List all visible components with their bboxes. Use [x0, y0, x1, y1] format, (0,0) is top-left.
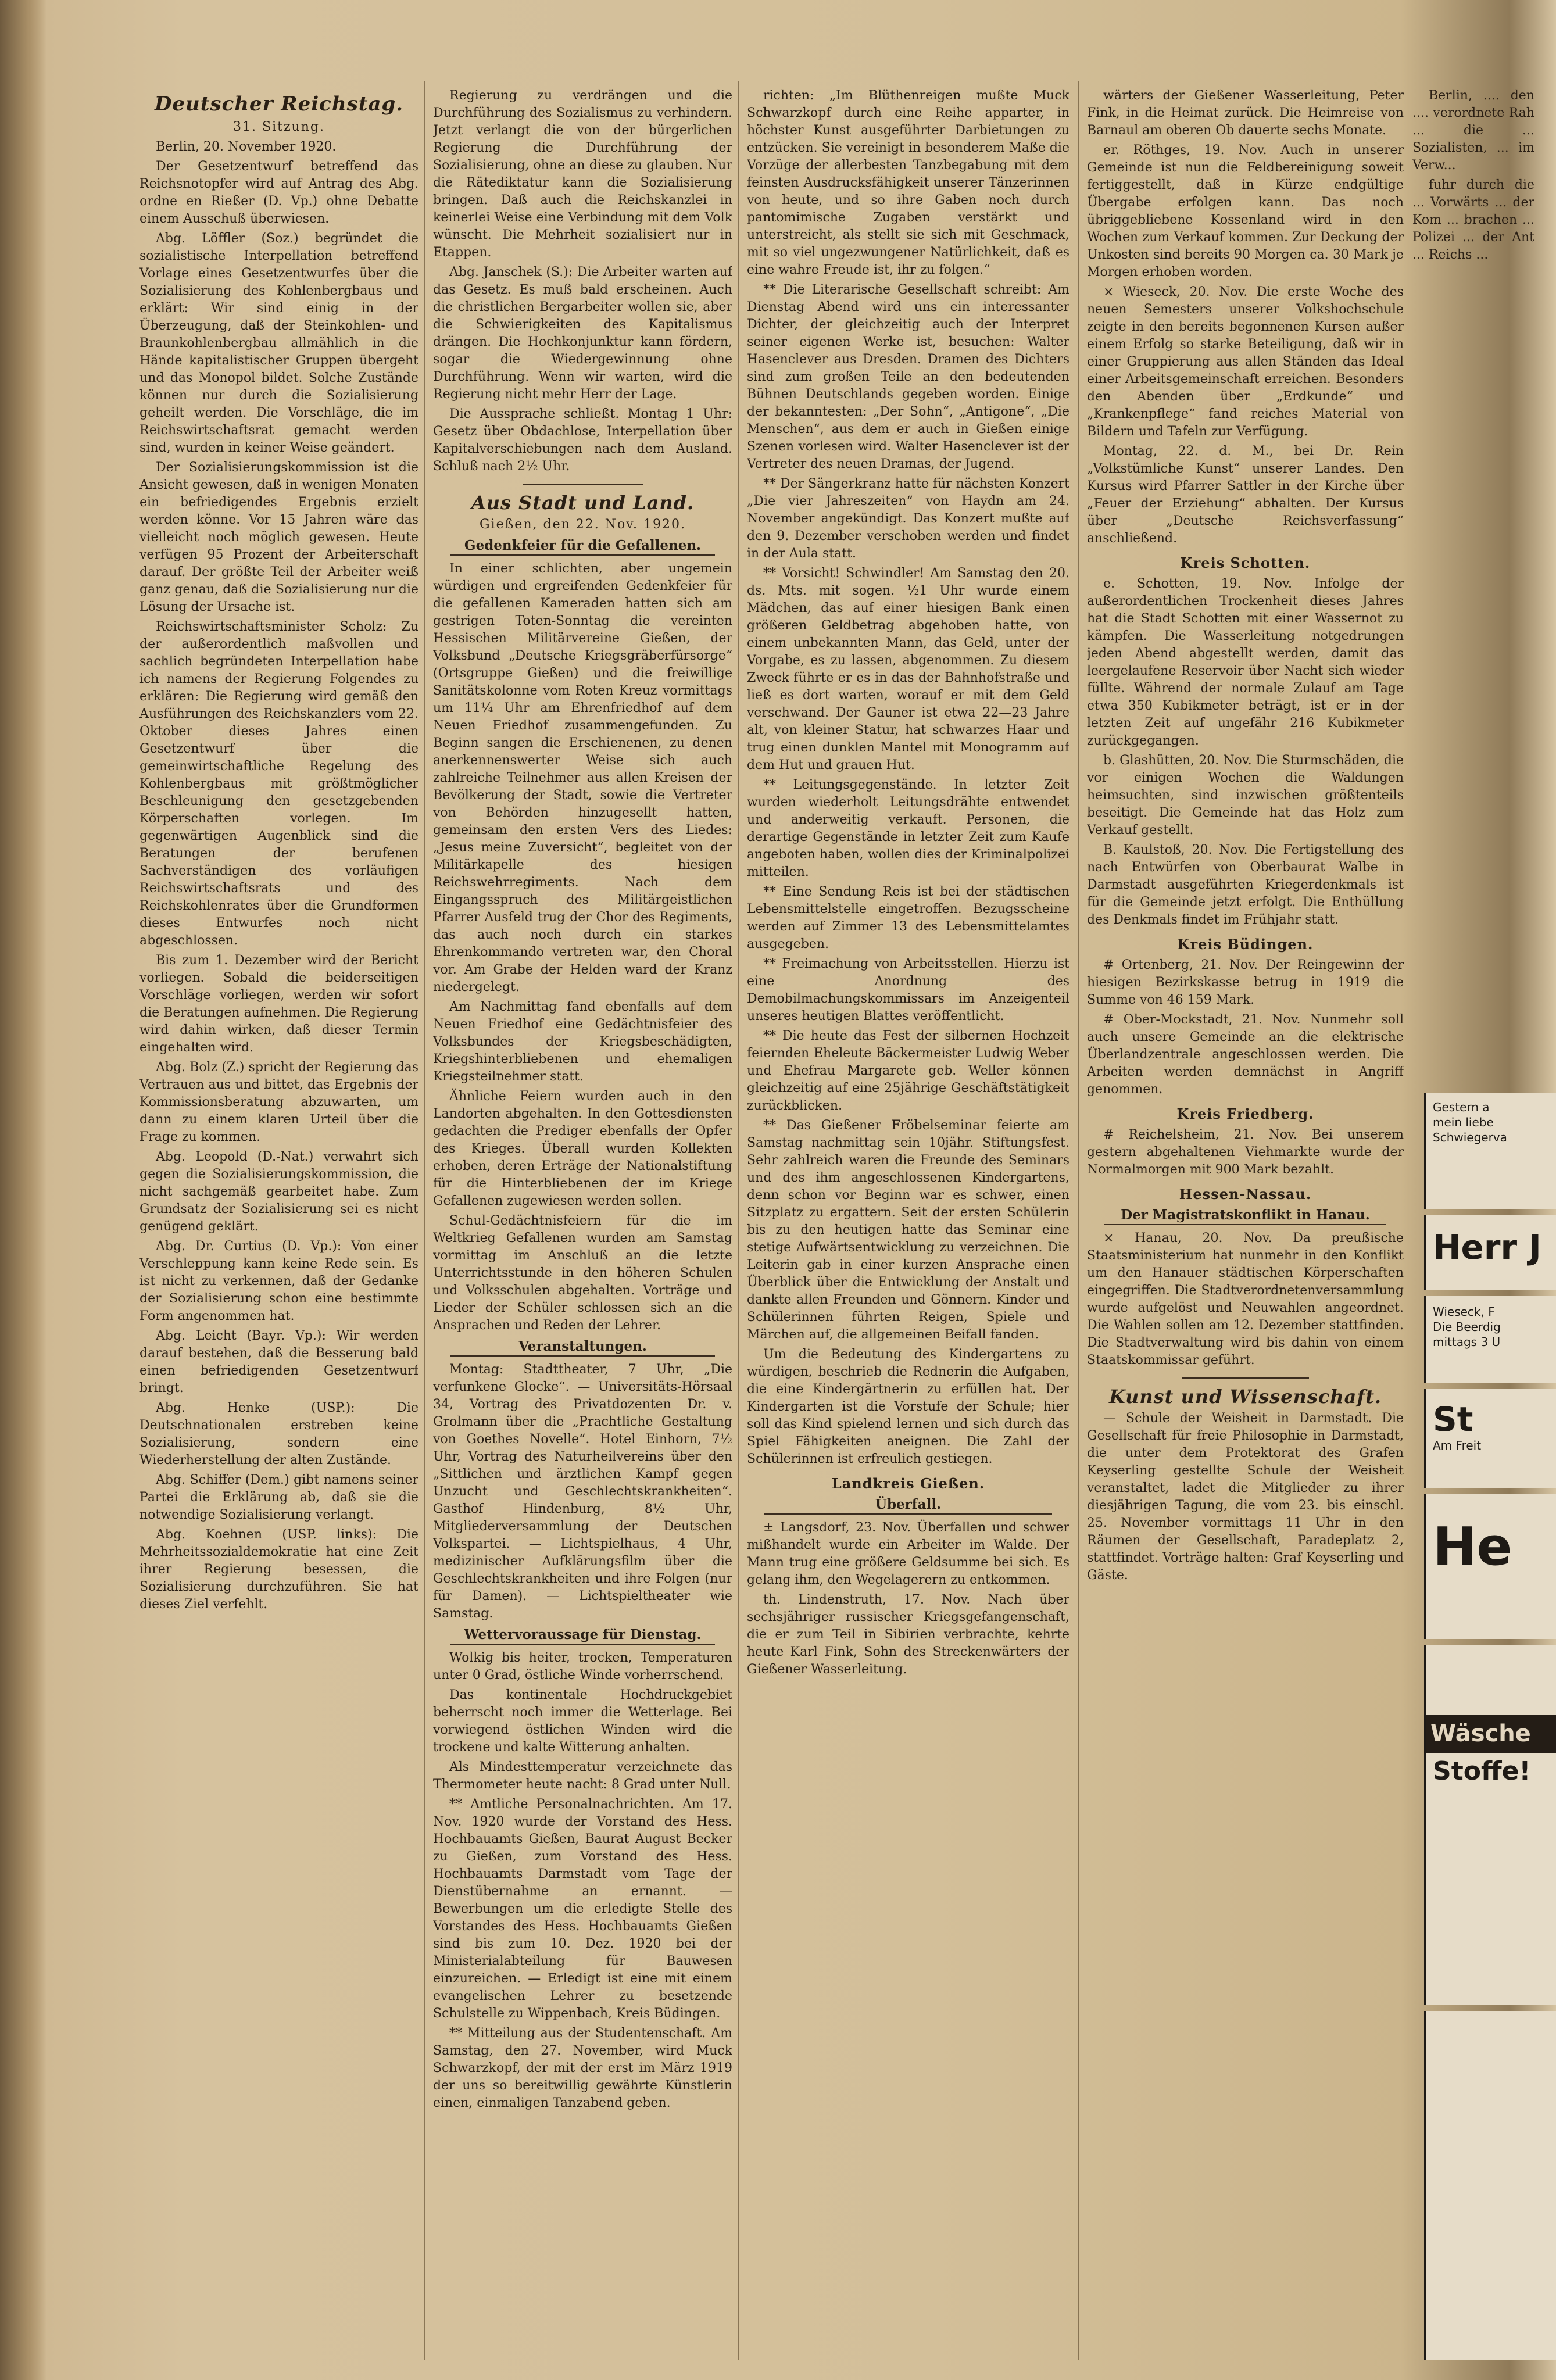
paragraph: ** Das Gießener Fröbelseminar feierte am Samstag nachmittag sein 10jähr. Stiftungsfest. Sehr zahlreich waren die Freunde des Seminars und des ihm angeschlossenen Kindergartens, denn schon vor Beginn war es schwer, einen Sitzplatz zu ergattern. Seit der ersten Schülerin bis zu den heutigen hatte das Seminar eine stetige Aufwärtsentwicklung zu verzeichnen. Die Leiterin gab in einer kurzen Ansprache einen Überblick über die Entwicklung der Anstalt und dankte allen Freunden und Gönnern. Kinder und Schülerinnen führten Reigen, Spiele und Märchen auf, die allgemeinen Beifall fanden.: [747, 1118, 1069, 1342]
column-rule: [424, 81, 425, 2360]
dateline: Gießen, den 22. Nov. 1920.: [479, 517, 686, 532]
paragraph: Reichswirtschaftsminister Scholz: Zu der außerordentlich maßvollen und sachlich begründeten Interpellation habe ich namens der Regierung Folgendes zu erklären: Die Regierung wird gemäß den Ausführungen des Reichskanzlers vom 22. Oktober dieses Jahres einen Gesetzentwurf über die gemeinwirtschaftliche Regelung des Kohlenbergbaus mit größtmöglicher Beschleunigung den gesetzgebenden Körperschaften vorlegen. Im gegenwärtigen Augenblick sind die Beratungen der berufenen Sachverständigen des vorläufigen Reichswirtschaftsrats und des Reichskohlenrates über die Grundformen dieses Entwurfes noch nicht abgeschlossen.: [139, 620, 418, 948]
district-title: Hessen-Nassau.: [1179, 1186, 1312, 1202]
article-body: [747, 87, 1069, 1468]
paragraph: ** Der Sängerkranz hatte für nächsten Konzert „Die vier Jahreszeiten“ von Haydn am 24. November angekündigt. Das Konzert mußte auf den 9. Dezember verschoben werden und findet in der Aula statt.: [747, 477, 1069, 561]
article-body: [1087, 957, 1404, 1098]
headline-reichstag: Deutscher Reichstag.: [154, 92, 404, 116]
paragraph: ** Die heute das Fest der silbernen Hochzeit feiernden Eheleute Bäckermeister Ludwig Weber und Ehefrau Margarete geb. Weller können gleichzeitig auf eine 25jährige Geschäftstätigkeit zurückblicken.: [747, 1029, 1069, 1113]
column-stadt-land: [433, 87, 732, 2354]
paragraph: Am Nachmittag fand ebenfalls auf dem Neuen Friedhof eine Gedächtnisfeier des Volksbundes der Kriegsbeschädigten, Kriegshinterbliebenen und ehemaligen Kriegsteilnehmer statt.: [433, 1000, 732, 1084]
section-title: Aus Stadt und Land.: [471, 492, 695, 514]
paragraph: Abg. Schiffer (Dem.) gibt namens seiner Partei die Erklärung ab, daß sie die notwendige Sozialisierung verlangt.: [139, 1473, 418, 1522]
article-title: Gedenkfeier für die Gefallenen.: [450, 537, 715, 556]
district-title: Kreis Büdingen.: [1177, 936, 1314, 953]
paragraph: ± Langsdorf, 23. Nov. Überfallen und schwer mißhandelt wurde ein Arbeiter im Walde. Der Mann trug eine größere Geldsumme bei sich. Es gelang ihm, den Wegelagerern zu entkommen.: [747, 1520, 1069, 1587]
column-reichstag: [139, 87, 418, 2354]
district-title: Kreis Friedberg.: [1176, 1105, 1314, 1122]
ad-large-text: Stoffe!: [1433, 1756, 1531, 1786]
paragraph: ** Mitteilung aus der Studentenschaft. Am Samstag, den 27. November, wird Muck Schwarzkopf, der mit der erst im März 1919 der uns so bereitwillig gewährte Künstlerin einen, einmaligen Tanzabend geben.: [433, 2026, 732, 2110]
paragraph: Das kontinentale Hochdruckgebiet beherrscht noch immer die Wetterlage. Bei vorwiegend östlichen Winden wird die trockene und kalte Witterung anhalten.: [433, 1688, 732, 1755]
column-regional: [1087, 87, 1404, 2354]
paragraph: ** Amtliche Personalnachrichten. Am 17. Nov. 1920 wurde der Vorstand des Hess. Hochbauamts Gießen, Baurat August Becker zu Gießen, zum Vorstand des Hess. Hochbauamts Darmstadt vom Tage der Dienstübernahme an ernannt. — Bewerbungen um die erledigte Stelle des Vorstandes des Hess. Hochbauamts Gießen sind bis zum 10. Dez. 1920 bei der Ministerialabteilung für Bauwesen einzureichen. — Erledigt ist eine mit einem evangelischen Lehrer zu besetzende Schulstelle zu Wippenbach, Kreis Büdingen.: [433, 1797, 732, 2021]
ad-large-text: He: [1433, 1516, 1512, 1577]
adjacent-page-text: [1412, 87, 1534, 1075]
article-title: Veranstaltungen.: [450, 1338, 715, 1357]
article-body: [139, 138, 418, 1613]
column-rule: [1078, 81, 1079, 2360]
ad-obituary-1: [1424, 1093, 1556, 1209]
article-body: [433, 1649, 732, 2112]
ad-text-line: Die Beerdig: [1433, 1320, 1501, 1334]
paragraph: # Ortenberg, 21. Nov. Der Reingewinn der hiesigen Bezirkskasse betrug in 1919 die Summe von 46 159 Mark.: [1087, 958, 1404, 1007]
article-title: Der Magistratskonflikt in Hanau.: [1104, 1207, 1386, 1225]
paragraph: wärters der Gießener Wasserleitung, Peter Fink, in die Heimat zurück. Die Heimreise von Barnaul am oberen Ob dauerte sechs Monate.: [1087, 88, 1404, 138]
article-body: [1087, 1230, 1404, 1369]
paragraph: B. Kaulstoß, 20. Nov. Die Fertigstellung des nach Entwürfen von Oberbaurat Walbe in Darmstadt ausgeführten Kriegerdenkmals ist für die Gemeinde jetzt erfolgt. Die Enthüllung des Denkmals findet im Frühjahr statt.: [1087, 843, 1404, 927]
paragraph: Abg. Henke (USP.): Die Deutschnationalen erstreben keine Sozialisierung, sondern eine Wiederherstellung der alten Zustände.: [139, 1401, 418, 1468]
ad-blank: [1424, 2011, 1556, 2360]
column-local-news: [747, 87, 1069, 2354]
ad-text-line: mittags 3 U: [1433, 1335, 1501, 1349]
ad-text-line: Wieseck, F: [1433, 1305, 1495, 1319]
paragraph: Abg. Löffler (Soz.) begründet die sozialistische Interpellation betreffend Vorlage eines Gesetzentwurfes über die Sozialisierung des Kohlenbergbaus und erklärt: Wir sind einig in der Überzeugung, daß der Steinkohlen- und Braunkohlenbergbau allmählich in die Hände kapitalistischer Gruppen übergeht und das Monopol bildet. Solche Zustände können nur durch die Sozialisierung geheilt werden. Die Vorschläge, die im Reichswirtschaftsrat gemacht werden sind, wurden in keiner Weise geändert.: [139, 231, 418, 455]
article-title: Überfall.: [764, 1496, 1052, 1515]
paragraph: Regierung zu verdrängen und die Durchführung des Sozialismus zu verhindern. Jetzt verlangt die von der bürgerlichen Regierung die Durchführung der Sozialisierung, ohne an diese zu glauben. Nur die Rätediktatur kann die Sozialisierung bringen. Daß auch die Reichskanzlei in keinerlei Weise eine Verbindung mit dem Volk wünscht. Die Mehrheit sozialisiert nur in Etappen.: [433, 88, 732, 260]
paragraph: Montag, 22. d. M., bei Dr. Rein „Volkstümliche Kunst“ unserer Landes. Den Kursus wird Pfarrer Sattler in der Kirche über „Feuer der Erziehung“ abhalten. Der Kursus über „Deutsche Reichsverfassung“ anschließend.: [1087, 444, 1404, 546]
paragraph: Abg. Bolz (Z.) spricht der Regierung das Vertrauen aus und bittet, das Ergebnis der Kommissionsberatung abzuwarten, um dann zu einem klaren Urteil über die Frage zu kommen.: [139, 1060, 418, 1144]
paragraph: ** Eine Sendung Reis ist bei der städtischen Lebensmittelstelle eingetroffen. Bezugsscheine werden auf Zimmer 13 des Lebensmittelamtes ausgegeben.: [747, 885, 1069, 951]
section-title: Kunst und Wissenschaft.: [1109, 1386, 1382, 1408]
article-body: [1087, 1126, 1404, 1179]
column-rule: [738, 81, 739, 2360]
paragraph: # Ober-Mockstadt, 21. Nov. Nunmehr soll auch unsere Gemeinde an die elektrische Überlandzentrale angeschlossen werden. Die Arbeiten werden demnächst in Angriff genommen.: [1087, 1012, 1404, 1097]
ad-large-text: St: [1433, 1400, 1473, 1439]
ad-large-letters: [1424, 1494, 1556, 1639]
ad-large-text: Herr J: [1433, 1227, 1541, 1267]
paragraph: Die Aussprache schließt. Montag 1 Uhr: Gesetz über Obdachlose, Interpellation über Kapitalverschiebungen nach dem Ausland. Schluß nach 2½ Uhr.: [433, 407, 732, 474]
article-body: [433, 87, 732, 475]
paragraph: e. Schotten, 19. Nov. Infolge der außerordentlichen Trockenheit dieses Jahres hat die Stadt Schotten mit einer Wassernot zu kämpfen. Die Wasserleitung notgedrungen jeden Abend abgestellt werden, damit das leergelaufene Reservoir über Nacht sich wieder füllte. Während der normale Zulauf am Tage etwa 350 Kubikmeter beträgt, ist er in der letzten Zeit auf ungefähr 216 Kubikmeter zurückgegangen.: [1087, 577, 1404, 748]
article-body: [433, 560, 732, 1334]
paragraph: Schul-Gedächtnisfeiern für die im Weltkrieg Gefallenen wurden am Samstag vormittag im Anschluß an die letzte Unterrichtsstunde in den höheren Schulen und Volksschulen abgehalten. Vorträge und Lieder der Schüler schlossen sich an die Ansprachen und Reden der Lehrer.: [433, 1214, 732, 1333]
ad-obituary-2: [1424, 1296, 1556, 1383]
district-title: Kreis Schotten.: [1180, 554, 1311, 571]
paragraph: Abg. Koehnen (USP. links): Die Mehrheitssozialdemokratie hat eine Zeit ihrer Regierung besessen, die Sozialisierung durchzuführen. Sie hat dieses Ziel verfehlt.: [139, 1527, 418, 1612]
paragraph: th. Lindenstruth, 17. Nov. Nach über sechsjähriger russischer Kriegsgefangenschaft, die er zum Teil in Sibirien verbrachte, kehrte heute Karl Fink, Sohn des Streckenwärters der Gießener Wasserleitung.: [747, 1592, 1069, 1677]
divider: [1182, 1377, 1309, 1379]
paragraph: Wolkig bis heiter, trocken, Temperaturen unter 0 Grad, östliche Winde vorherrschend.: [433, 1651, 732, 1683]
article-title: Wettervoraussage für Dienstag.: [450, 1626, 715, 1645]
district-title: Landkreis Gießen.: [831, 1475, 985, 1492]
paragraph: # Reichelsheim, 21. Nov. Bei unserem gestern abgehaltenen Viehmarkte wurde der Normalmorgen mit 900 Mark bezahlt.: [1087, 1128, 1404, 1177]
paragraph: Montag: Stadttheater, 7 Uhr, „Die verfunkene Glocke“. — Universitäts-Hörsaal 34, Vortrag des Privatdozenten Dr. v. Grolmann über die „Prachtliche Gestaltung von Goethes Novelle“. Hotel Einhorn, 7½ Uhr, Vortrag des Naturheilvereins über den „Sittlichen und ärztlichen Kampf gegen Unzucht und Geschlechtskrankheiten“. Gasthof Hindenburg, 8½ Uhr, Mitgliederversammlung der Deutschen Volkspartei. — Lichtspielhaus, 4 Uhr, medizinischer Aufklärungsfilm über die Geschlechtskrankheiten und ihre Folgen (nur für Damen). — Lichtspieltheater wie Samstag.: [433, 1362, 732, 1621]
paragraph: richten: „Im Blüthenreigen mußte Muck Schwarzkopf durch eine Reihe apparter, in höchster Kunst ausgeführter Darbietungen zu entzücken. Sie vereinigt in besonderem Maße die Vorzüge der allerbesten Tanzbegabung mit dem feinsten Ausdrucksfähigkeit unserer Tänzerinnen von heute, und so ihre Gaben noch durch pantomimische Zugaben verstärkt und unterstreicht, als stellt sie sich mit Geschmack, mit so viel ungezwungener Natürlichkeit, daß es eine wahre Freude ist, ihr zu folgen.“: [747, 88, 1069, 277]
paragraph: — Schule der Weisheit in Darmstadt. Die Gesellschaft für freie Philosophie in Darmstadt, die unter dem Protektorat des Grafen Keyserling gestellte Schule der Weisheit veranstaltet, ladet die Mitglieder zu ihrer diesjährigen Tagung, die vom 23. bis einschl. 25. November vormittags 11 Uhr in den Räumen der Gesellschaft, Paradeplatz 2, stattfindet. Vorträge halten: Graf Keyserling und Gäste.: [1087, 1411, 1404, 1583]
ad-laundry: [1424, 1645, 1556, 2005]
paragraph: Der Sozialisierungskommission ist die Ansicht gewesen, daß in wenigen Monaten ein befriedigendes Ergebnis erzielt werden könne. Vor 15 Jahren wäre das vielleicht noch möglich gewesen. Heute verfügen 95 Prozent der Arbeiterschaft darauf. Der größte Teil der Arbeiter weiß ganz genau, daß die Sozialisierung nur die Lösung der Ursache ist.: [139, 460, 418, 614]
article-body: [433, 1361, 732, 1623]
article-body: [1087, 575, 1404, 929]
article-body: [747, 1519, 1069, 1678]
ad-notice: [1424, 1389, 1556, 1488]
paragraph: Berlin, .... den .... verordnete Rah ... die ... Sozialisten, ... im Verw...: [1412, 88, 1534, 173]
paragraph: Abg. Dr. Curtius (D. Vp.): Von einer Verschleppung kann keine Rede sein. Es ist nicht zu verkennen, daß der Gedanke der Sozialisierung schon eine bestimmte Form angenommen hat.: [139, 1239, 418, 1323]
paragraph: Abg. Janschek (S.): Die Arbeiter warten auf das Gesetz. Es muß bald erscheinen. Auch die christlichen Bergarbeiter wollen sie, aber die Schwierigkeiten des Kapitalismus drängen. Die Hochkonjunktur kann fördern, sogar die Wiedergewinnung ohne Durchführung. Wenn wir warten, wird die Regierung nicht mehr Herr der Lage.: [433, 265, 732, 402]
paragraph: In einer schlichten, aber ungemein würdigen und ergreifenden Gedenkfeier für die gefallenen Kameraden hatten sich am gestrigen Toten-Sonntag die vereinten Hessischen Militärvereine Gießen, der Volksbund „Deutsche Kriegsgräberfürsorge“ (Ortsgruppe Gießen) und die freiwillige Sanitätskolonne vom Roten Kreuz vormittags um 11¼ Uhr am Ehrenfriedhof auf dem Neuen Friedhof zusammengefunden. Zu Beginn sangen die Erschienenen, zu denen anerkennenswerter Weise sich auch zahlreiche Teilnehmer aus allen Kreisen der Bevölkerung der Stadt, sowie die Vertreter von Behörden hinzugesellt hatten, gemeinsam den ersten Vers des Liedes: „Jesus meine Zuversicht“, begleitet von der Militärkapelle des hiesigen Reichswehrregiments. Nach dem Eingangsspruch des Militärgeistlichen Pfarrer Ausfeld trug der Chor des Regiments, das auch noch durch ein starkes Ehrenkommando vertreten war, den Choral vor. Am Grabe der Helden ward der Kranz niedergelegt.: [433, 561, 732, 994]
ad-text-line: Gestern a: [1433, 1100, 1490, 1114]
paragraph: fuhr durch die ... Vorwärts ... der Kom ... brachen ... Polizei ... der Ant ... Reichs ...: [1412, 178, 1534, 262]
paragraph: Ähnliche Feiern wurden auch in den Landorten abgehalten. In den Gottesdiensten gedachten die Prediger ebenfalls der Opfer des Krieges. Überall wurden Kollekten erhoben, deren Erträge der Nationalstiftung für die Hinterbliebenen der im Kriege Gefallenen zugewiesen werden sollen.: [433, 1089, 732, 1208]
article-body: [1087, 1410, 1404, 1584]
paragraph: ** Leitungsgegenstände. In letzter Zeit wurden wiederholt Leitungsdrähte entwendet und anderweitig verkauft. Personen, die derartige Gegenstände in letzter Zeit zum Kaufe angeboten haben, wollen dies der Kriminalpolizei mitteilen.: [747, 778, 1069, 879]
paragraph: b. Glashütten, 20. Nov. Die Sturmschäden, die vor einigen Wochen die Waldungen heimsuchten, sind inzwischen größtenteils beseitigt. Die Gemeinde hat das Holz zum Verkauf gestellt.: [1087, 753, 1404, 838]
ad-text-line: mein liebe: [1433, 1115, 1494, 1129]
article-body: [1087, 87, 1404, 547]
paragraph: ** Die Literarische Gesellschaft schreibt: Am Dienstag Abend wird uns ein interessanter Dichter, der gleichzeitig auch der Interpret seiner eigenen Werke ist, besuchen: Walter Hasenclever aus Dresden. Dramen des Dichters sind zum großen Teile an den bedeutenden Bühnen Deutschlands gegeben worden. Einige der bekanntesten: „Der Sohn“, „Antigone“, „Die Menschen“, aus dem er auch in Gießen einige Szenen vorlesen wird. Walter Hasenclever ist der Vertreter des neuen Dramas, der Jugend.: [747, 282, 1069, 471]
paragraph: Bis zum 1. Dezember wird der Bericht vorliegen. Sobald die beiderseitigen Vorschläge vorliegen, werden wir sofort die Beratungen aufnehmen. Die Regierung wird dahin wirken, daß dieser Termin eingehalten wird.: [139, 953, 418, 1055]
paragraph: Abg. Leicht (Bayr. Vp.): Wir werden darauf bestehen, daß die Besserung bald einen befriedigenden Gesetzentwurf bringt.: [139, 1329, 418, 1395]
ad-banner: Wäsche: [1426, 1715, 1556, 1753]
paragraph: Als Mindesttemperatur verzeichnete das Thermometer heute nacht: 8 Grad unter Null.: [433, 1760, 732, 1792]
session-number: 31. Sitzung.: [233, 120, 325, 134]
ad-text-line: Schwiegerva: [1433, 1130, 1507, 1144]
paragraph: er. Röthges, 19. Nov. Auch in unserer Gemeinde ist nun die Feldbereinigung soweit fertiggestellt, daß in Kürze endgültige Übergabe erfolgen kann. Das noch übriggebliebene Kossenland wird in den Wochen zum Verkauf kommen. Zur Deckung der Unkosten sind bereits 90 Morgen ca. 30 Mark je Morgen erhoben worden.: [1087, 143, 1404, 280]
paragraph: × Hanau, 20. Nov. Da preußische Staatsministerium hat nunmehr in den Konflikt um den Hanauer städtischen Körperschaften eingegriffen. Die Stadtverordnetenversammlung wurde aufgelöst und Neuwahlen angeordnet. Die Wahlen sollen am 12. Dezember stattfinden. Die Stadtverwaltung wird bis dahin von einem Staatskommissar geführt.: [1087, 1231, 1404, 1368]
paragraph: × Wieseck, 20. Nov. Die erste Woche des neuen Semesters unserer Volkshochschule zeigte in den bereits begonnenen Kursen außer einem Erfolg so starke Beteiligung, daß wir in einer Gruppierung aus allen Ständen das Ideal einer Arbeitsgemeinschaft erreichen. Besonders den Abenden über „Erdkunde“ und „Krankenpflege“ fand reiches Material von Bildern und Tafeln zur Verfügung.: [1087, 285, 1404, 439]
ad-text-line: Am Freit: [1433, 1438, 1482, 1452]
paragraph: Der Gesetzentwurf betreffend das Reichsnotopfer wird auf Antrag des Abg. ordne en Rießer (D. Vp.) ohne Debatte einem Ausschuß überwiesen.: [139, 159, 418, 226]
binding-shadow: [0, 0, 46, 2380]
divider: [523, 484, 643, 485]
paragraph: ** Vorsicht! Schwindler! Am Samstag den 20. ds. Mts. mit sogen. ½1 Uhr wurde einem Mädchen, das auf einer hiesigen Bank einen größeren Geldbetrag abgehoben hatte, von einem unbekannten Mann, das Geld, unter der Vorgabe, es zu lassen, abgenommen. Zu diesem Zweck führte er es in das der Bahnhofstraße und ließ es dort warten, worauf er mit dem Geld verschwand. Der Gauner ist etwa 22—23 Jahre alt, von kleiner Statur, hat schwarzes Haar und trug einen dunklen Mantel mit Monogramm auf dem Hut und grauen Hut.: [747, 566, 1069, 772]
paragraph: ** Freimachung von Arbeitsstellen. Hierzu ist eine Anordnung des Demobilmachungskommissars im Anzeigenteil unseres heutigen Blattes veröffentlicht.: [747, 957, 1069, 1023]
paragraph: Berlin, 20. November 1920.: [156, 139, 337, 154]
ad-obituary-name: [1424, 1215, 1556, 1290]
paragraph: Um die Bedeutung des Kindergartens zu würdigen, beschrieb die Rednerin die Aufgaben, die eine Kindergärtnerin zu erfüllen hat. Der Kindergarten ist die Vorstufe der Schule; hier soll das Kind spielend lernen und sich durch das Spiel Fähigkeiten aneignen. Die Zahl der Schülerinnen ist erfreulich gestiegen.: [747, 1347, 1069, 1466]
paragraph: Abg. Leopold (D.-Nat.) verwahrt sich gegen die Sozialisierungskommission, die nicht sachgemäß gearbeitet habe. Zum Grundsatz der Sozialisierung sei es nicht genügend geklärt.: [139, 1150, 418, 1234]
